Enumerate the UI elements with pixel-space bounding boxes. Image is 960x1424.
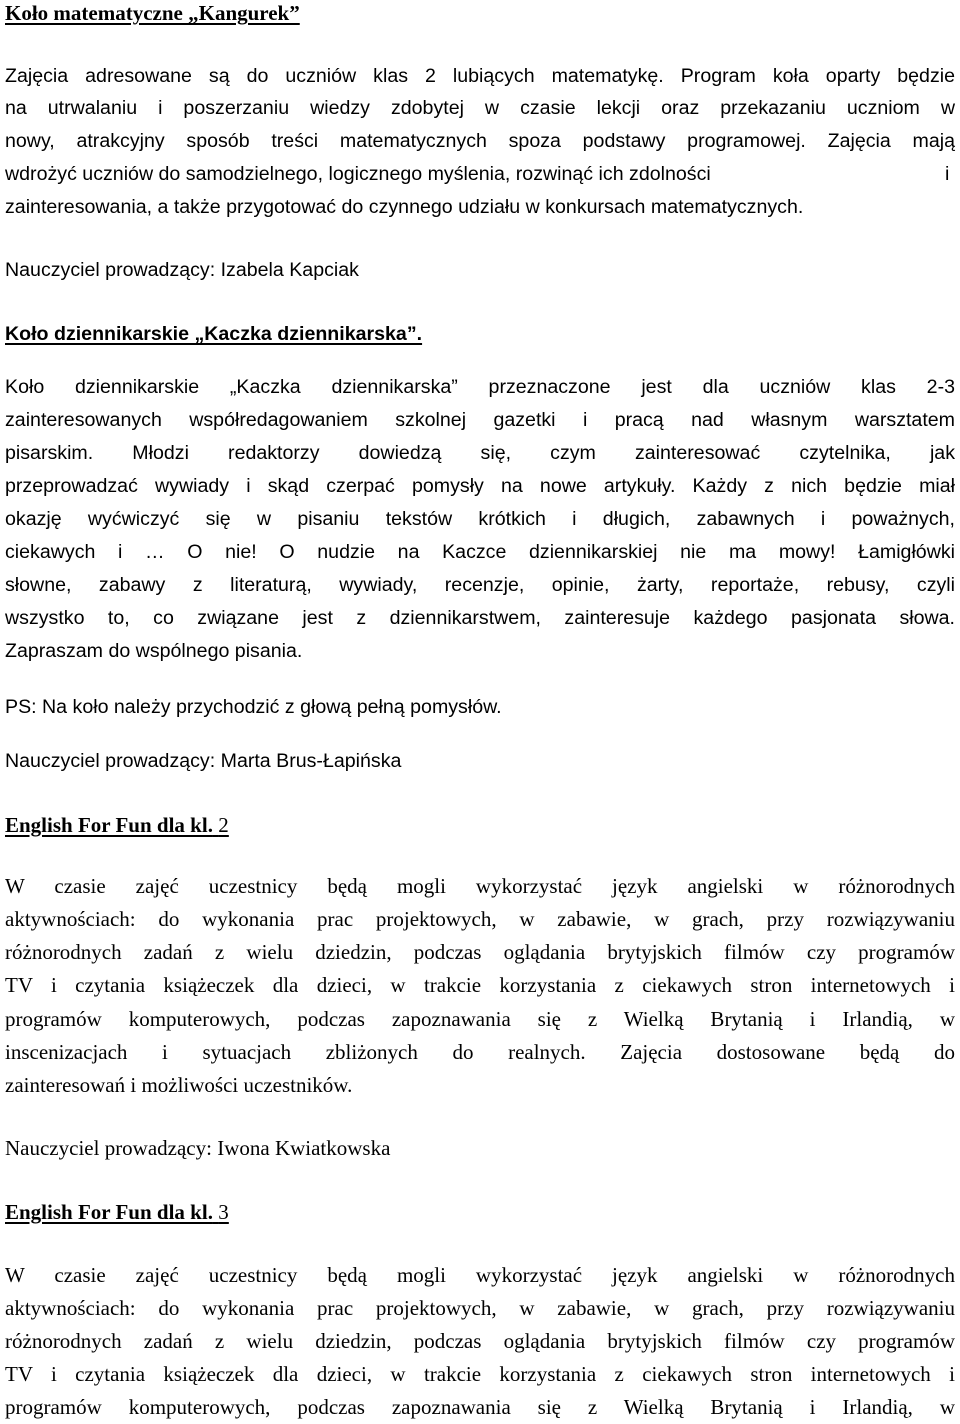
section-title-kangurek: Koło matematyczne „Kangurek” — [5, 1, 300, 25]
section-title-main: English For Fun dla kl. — [5, 813, 213, 837]
paragraph-line: zainteresowania, a także przygotować do czynnego udziału w konkursach matematycznych. — [5, 196, 804, 218]
paragraph-line: zainteresowań i możliwości uczestników. — [5, 1073, 353, 1097]
paragraph-line: Koło dziennikarskie „Kaczka dziennikarska” przeznaczone jest dla uczniów klas 2-3 — [5, 376, 955, 398]
paragraph-line: Zajęcia adresowane są do uczniów klas 2 lubiących matematykę. Program koła oparty będzie — [5, 65, 955, 87]
teacher-name: Nauczyciel prowadzący: Izabela Kapciak — [5, 259, 359, 281]
paragraph-line: programów komputerowych, podczas zapoznawania się z Wielką Brytanią i Irlandią, w — [5, 1007, 955, 1031]
paragraph-line: zainteresowanych współredagowaniem szkolnej gazetki i pracą nad własnym warsztatem — [5, 409, 955, 431]
paragraph-line: okazję wyćwiczyć się w pisaniu tekstów krótkich i długich, zabawnych i poważnych, — [5, 508, 955, 530]
paragraph-line: TV i czytania książeczek dla dzieci, w trakcie korzystania z ciekawych stron internetowych i — [5, 973, 955, 997]
paragraph-line: różnorodnych zadań z wielu dziedzin, podczas oglądania brytyjskich filmów czy programów — [5, 940, 955, 964]
teacher-name: Nauczyciel prowadzący: Marta Brus-Łapińska — [5, 750, 402, 772]
paragraph-line: TV i czytania książeczek dla dzieci, w trakcie korzystania z ciekawych stron internetowych i — [5, 1362, 955, 1386]
paragraph-line: inscenizacjach i sytuacjach zbliżonych do realnych. Zajęcia dostosowane będą do — [5, 1040, 955, 1064]
section-title-grade: 3 — [218, 1200, 229, 1224]
paragraph-line: programów komputerowych, podczas zapoznawania się z Wielką Brytanią i Irlandią, w — [5, 1395, 955, 1419]
paragraph-line: wdrożyć uczniów do samodzielnego, logicznego myślenia, rozwinąć ich zdolności — [5, 163, 711, 185]
paragraph-line: Zapraszam do wspólnego pisania. — [5, 640, 303, 662]
paragraph-line: W czasie zajęć uczestnicy będą mogli wykorzystać język angielski w różnorodnych — [5, 1263, 955, 1287]
paragraph-line: różnorodnych zadań z wielu dziedzin, podczas oglądania brytyjskich filmów czy programów — [5, 1329, 955, 1353]
paragraph-line: słowne, zabawy z literaturą, wywiady, recenzje, opinie, żarty, reportaże, rebusy, czyli — [5, 574, 955, 596]
teacher-name: Nauczyciel prowadzący: Iwona Kwiatkowska — [5, 1136, 391, 1160]
paragraph-line: aktywnościach: do wykonania prac projektowych, w zabawie, w grach, przy rozwiązywaniu — [5, 1296, 955, 1320]
paragraph-line: ciekawych i … O nie! O nudzie na Kaczce dziennikarskiej nie ma mowy! Łamigłówki — [5, 541, 955, 563]
section-title-main: English For Fun dla kl. — [5, 1200, 213, 1224]
paragraph-line-end: i — [945, 163, 950, 185]
section-title-english-2 — [5, 813, 229, 837]
paragraph-line: aktywnościach: do wykonania prac projektowych, w zabawie, w grach, przy rozwiązywaniu — [5, 907, 955, 931]
paragraph-line: na utrwalaniu i poszerzaniu wiedzy zdobytej w czasie lekcji oraz przekazaniu uczniom w — [5, 97, 955, 119]
paragraph-line: W czasie zajęć uczestnicy będą mogli wykorzystać język angielski w różnorodnych — [5, 874, 955, 898]
section-title-grade: 2 — [218, 813, 229, 837]
paragraph-line: wszystko to, co związane jest z dziennikarstwem, zainteresuje każdego pasjonata słowa. — [5, 607, 955, 629]
paragraph-line: pisarskim. Młodzi redaktorzy dowiedzą się, czym zainteresować czytelnika, jak — [5, 442, 955, 464]
section-title-kaczka: Koło dziennikarskie „Kaczka dziennikarska”. — [5, 323, 423, 345]
paragraph-line: przeprowadzać wywiady i skąd czerpać pomysły na nowe artykuły. Każdy z nich będzie miał — [5, 475, 955, 497]
section-title-english-3 — [5, 1200, 229, 1224]
paragraph-line: nowy, atrakcyjny sposób treści matematycznych spoza podstawy programowej. Zajęcia mają — [5, 130, 955, 152]
ps-note: PS: Na koło należy przychodzić z głową pełną pomysłów. — [5, 696, 502, 718]
